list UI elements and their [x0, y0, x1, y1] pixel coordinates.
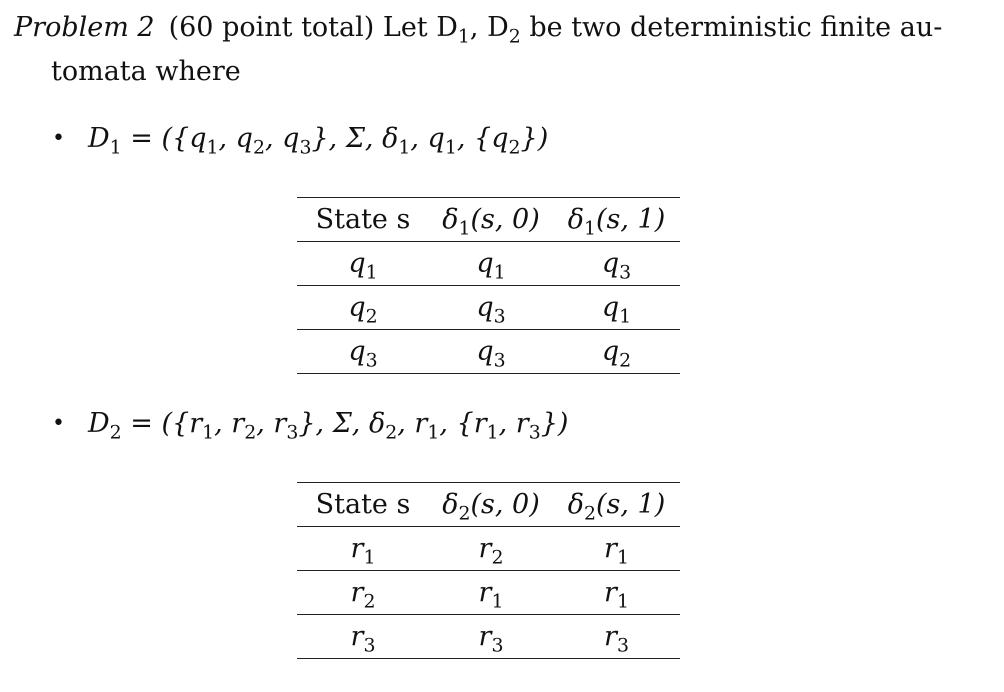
table-row — [297, 527, 680, 571]
bullet-icon: • — [52, 411, 65, 436]
problem-points: (60 point total) — [168, 12, 375, 43]
automaton-d1-definition-text: $D_1 = (\{q_1$, $q_2$, $q_3$}, Σ, $\delta_1$, $q_1$, $\{q_2\}$) — [88, 123, 549, 159]
problem-statement — [14, 6, 974, 94]
problem-label: Problem 2 — [14, 12, 155, 43]
table-cell: $q_2$ — [553, 330, 680, 374]
table-row — [297, 242, 680, 286]
table-cell: $q_1$ — [553, 286, 680, 330]
table-cell: $r_1$ — [297, 527, 429, 571]
table-cell: $r_3$ — [429, 615, 553, 659]
table-cell: $r_3$ — [297, 615, 429, 659]
transition-table-d1 — [297, 197, 680, 374]
table-cell: $q_3$ — [553, 242, 680, 286]
bullet-icon: • — [52, 126, 65, 151]
header-state: State s — [297, 483, 429, 527]
table-cell: $r_1$ — [429, 571, 553, 615]
table-cell: $q_1$ — [429, 242, 553, 286]
table-cell: $q_2$ — [297, 286, 429, 330]
header-delta-1: $\delta_1(s$, 1) — [553, 198, 680, 242]
header-state: State s — [297, 198, 429, 242]
table-header-row — [297, 198, 680, 242]
table-cell: $r_1$ — [553, 527, 680, 571]
automaton-d2-definition-text: $D_2 = (\{r_1$, $r_2$, $r_3$}, Σ, $\delta_2$, $r_1$, {$r_1$, $r_3$}) — [88, 408, 569, 444]
table-row — [297, 615, 680, 659]
table-cell: $q_1$ — [297, 242, 429, 286]
table-cell: $r_3$ — [553, 615, 680, 659]
problem-intro-line2: tomata where — [51, 56, 241, 87]
table-cell: $q_3$ — [429, 330, 553, 374]
table-cell: $r_2$ — [429, 527, 553, 571]
table-cell: $q_3$ — [429, 286, 553, 330]
header-delta-0: $\delta_2(s$, 0) — [429, 483, 553, 527]
table-row — [297, 330, 680, 374]
table-cell: $q_3$ — [297, 330, 429, 374]
table-header-row — [297, 483, 680, 527]
table-row — [297, 286, 680, 330]
header-delta-0: $\delta_1(s$, 0) — [429, 198, 553, 242]
header-delta-1: $\delta_2(s$, 1) — [553, 483, 680, 527]
automaton-d1-definition — [52, 122, 549, 159]
table-cell: $r_2$ — [297, 571, 429, 615]
table-row — [297, 571, 680, 615]
transition-table-d2 — [297, 482, 680, 659]
automaton-d2-definition — [52, 407, 569, 444]
problem-intro-line1: Let $D_1$, $D_2$ be two deterministic finite au- — [382, 12, 943, 48]
table-cell: $r_1$ — [553, 571, 680, 615]
